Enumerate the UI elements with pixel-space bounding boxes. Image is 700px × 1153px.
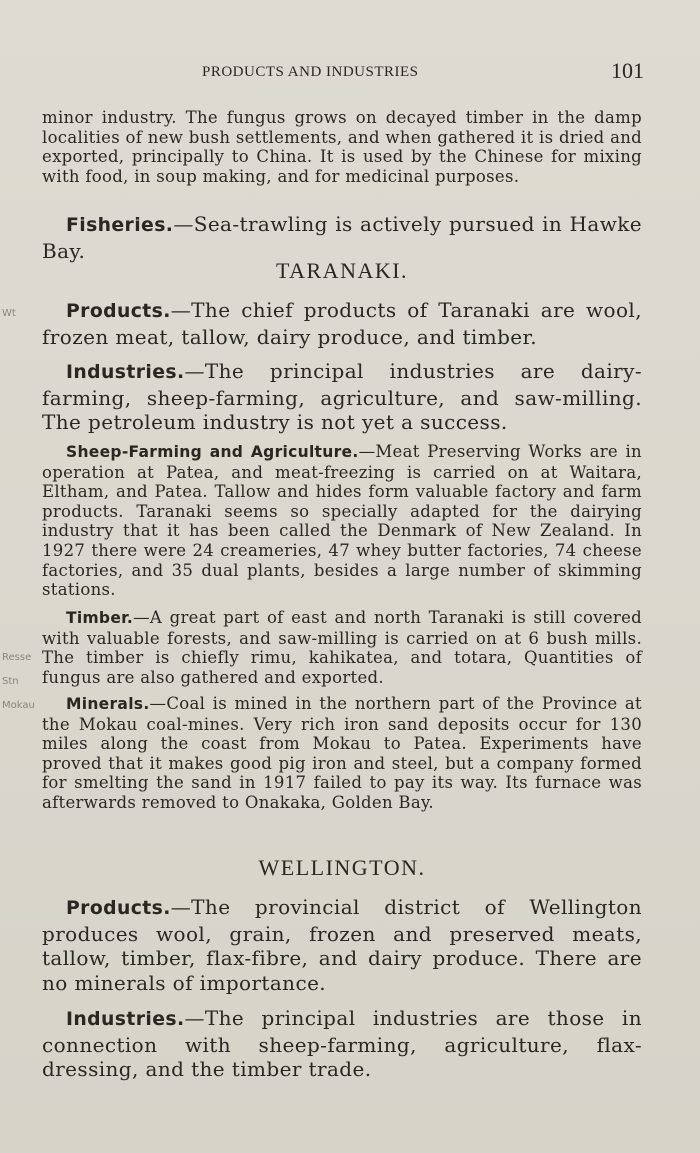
margin-note: Resse xyxy=(2,652,32,663)
timber-paragraph xyxy=(42,608,642,687)
wellington-industries-text: —The principal industries are those in connection with sheep-farming, agriculture, flax-dressing, and the timber trade. xyxy=(42,1006,642,1081)
intro-text: minor industry. The fungus grows on decayed timber in the damp localities of new bush settlements, and when gathered it is dried and exported, principally to China. It is used by the Chinese for mixing with food, in soup making, and for medicinal purposes. xyxy=(42,108,642,186)
products-text: —The chief products of Taranaki are wool, frozen meat, tallow, dairy produce, and timber. xyxy=(42,298,642,349)
wellington-products-heading: Products. xyxy=(66,898,171,919)
running-head: PRODUCTS AND INDUSTRIES xyxy=(202,64,419,80)
minerals-text: —Coal is mined in the northern part of the Province at the Mokau coal-mines. Very rich iron sand deposits occur for 130 miles along the coast from Mokau to Patea. Experiments have proved that it makes good pig iron and steel, but a company formed for smelting the sand in 1917 failed to pay its way. Its furnace was afterwards removed to Onakaka, Golden Bay. xyxy=(42,694,642,812)
margin-note: Stn xyxy=(2,676,19,687)
sheep-farming-text: —Meat Preserving Works are in operation at Patea, and meat-freezing is carried on at Waitara, Eltham, and Patea. Tallow and hides form valuable factory and farm products. Taranaki seems so specially adapted for the dairying industry that it has been called the Denmark of New Zealand. In 1927 there were 24 creameries, 47 whey butter factories, 74 cheese factories, and 35 dual plants, besides a large number of skimming stations. xyxy=(42,442,642,600)
fisheries-text: —Sea-trawling is actively pursued in Hawke Bay. xyxy=(42,212,642,263)
products-heading: Products. xyxy=(66,301,171,322)
industries-heading: Industries. xyxy=(66,362,185,383)
sheep-farming-paragraph xyxy=(42,442,642,600)
wellington-products xyxy=(42,895,642,995)
minerals-heading: Minerals. xyxy=(66,695,150,713)
minerals-paragraph xyxy=(42,694,642,813)
section-heading-taranaki: TARANAKI. xyxy=(275,258,409,283)
industries-text: —The principal industries are dairy-farming, sheep-farming, agriculture, and saw-milling. The petroleum industry is not yet a success. xyxy=(42,359,642,434)
taranaki-industries xyxy=(42,359,642,435)
margin-note: Wt xyxy=(2,308,16,319)
taranaki-products xyxy=(42,298,642,349)
fisheries-paragraph xyxy=(42,212,642,263)
section-heading-wellington: WELLINGTON. xyxy=(258,855,426,880)
wellington-industries xyxy=(42,1006,642,1082)
page-number: 101 xyxy=(611,58,644,83)
intro-paragraph xyxy=(42,108,642,186)
timber-heading: Timber. xyxy=(66,609,134,627)
margin-note: Mokau xyxy=(2,700,35,711)
timber-text: —A great part of east and north Taranaki is still covered with valuable forests, and saw-milling is carried on at 6 bush mills. The timber is chiefly rimu, kahikatea, and totara, Quantities of fungus are also gathered and exported. xyxy=(42,608,642,687)
wellington-products-text: —The provincial district of Wellington produces wool, grain, frozen and preserved meats, tallow, timber, flax-fibre, and dairy produce. There are no minerals of importance. xyxy=(42,895,642,995)
wellington-industries-heading: Industries. xyxy=(66,1009,185,1030)
page-header xyxy=(42,58,644,88)
fisheries-heading: Fisheries. xyxy=(66,215,174,236)
sheep-farming-heading: Sheep-Farming and Agriculture. xyxy=(66,443,359,461)
